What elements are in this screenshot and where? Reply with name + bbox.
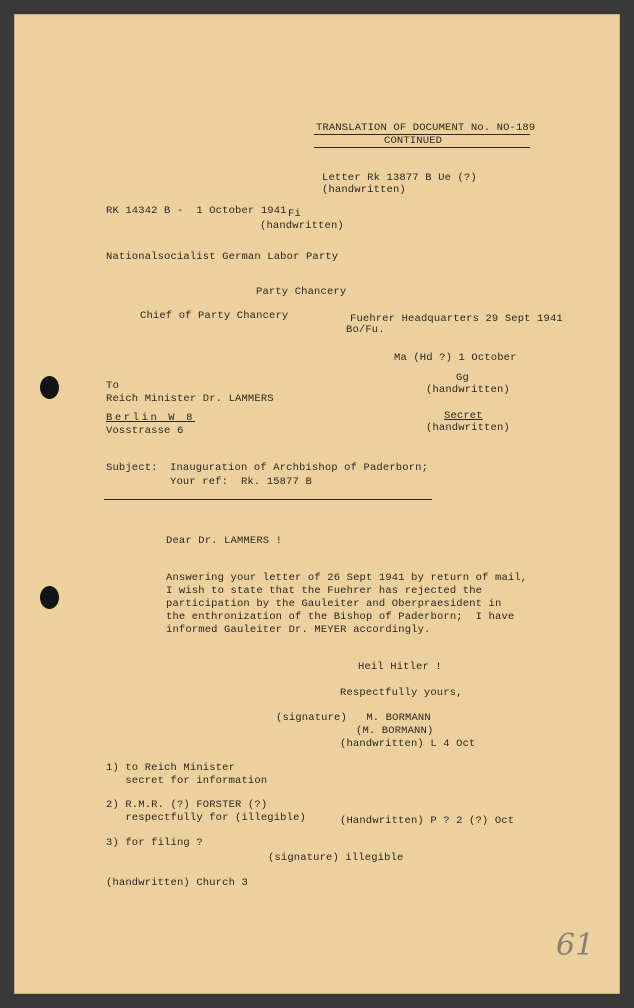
subject-line-2: Your ref: Rk. 15877 B — [170, 476, 312, 488]
salutation: Dear Dr. LAMMERS ! — [166, 535, 283, 547]
body-line: Answering your letter of 26 Sept 1941 by return of mail, — [166, 572, 528, 584]
note-3: 3) for filing ? — [106, 837, 203, 849]
footer-note: (handwritten) Church 3 — [106, 877, 248, 889]
gg-note: (handwritten) — [426, 384, 510, 396]
letter-ref: Letter Rk 13877 B Ue (?) — [322, 172, 477, 184]
punch-hole — [40, 376, 59, 399]
respectfully: Respectfully yours, — [340, 687, 463, 699]
to-label: To — [106, 380, 119, 392]
document-title: TRANSLATION OF DOCUMENT No. NO-189 — [316, 122, 536, 134]
note-2-handwritten: (Handwritten) P ? 2 (?) Oct — [340, 815, 515, 827]
addressee-name: Reich Minister Dr. LAMMERS — [106, 393, 274, 405]
note-2: 2) R.M.R. (?) FORSTER (?) — [106, 799, 268, 811]
hq-line: Fuehrer Headquarters 29 Sept 1941 — [350, 313, 563, 325]
document-page — [14, 14, 620, 994]
addressee-street: Vosstrasse 6 — [106, 425, 184, 437]
signature-typed: (M. BORMANN) — [356, 725, 434, 737]
rk-fi: Fi — [288, 208, 301, 220]
note-1-detail: secret for information — [106, 775, 268, 787]
subject-rule — [104, 499, 432, 500]
subject-label: Subject: — [106, 462, 158, 474]
note-2-detail: respectfully for (illegible) — [106, 812, 306, 824]
note-1: 1) to Reich Minister — [106, 762, 236, 774]
addressee-city: Berlin W 8 — [106, 412, 196, 424]
closing: Heil Hitler ! — [358, 661, 442, 673]
letter-ref-note: (handwritten) — [322, 184, 406, 196]
secret-mark: Secret — [444, 410, 483, 422]
body-line: the enthronization of the Bishop of Paderborn; I have — [166, 611, 515, 623]
hq-code: Bo/Fu. — [346, 324, 385, 336]
body-line: informed Gauleiter Dr. MEYER accordingly. — [166, 624, 431, 636]
party-name: Nationalsocialist German Labor Party — [106, 251, 339, 263]
continued-label: CONTINUED — [384, 135, 443, 147]
secret-note: (handwritten) — [426, 422, 510, 434]
punch-hole — [40, 586, 59, 609]
chief-label: Chief of Party Chancery — [140, 310, 289, 322]
signature-line: (signature) M. BORMANN — [276, 712, 431, 724]
signature-illegible: (signature) illegible — [268, 852, 404, 864]
rk-note: (handwritten) — [260, 220, 344, 232]
ma-line: Ma (Hd ?) 1 October — [394, 352, 517, 364]
body-line: I wish to state that the Fuehrer has rejected the — [166, 585, 483, 597]
body-line: participation by the Gauleiter and Oberpraesident in — [166, 598, 502, 610]
rk-line: RK 14342 B - 1 October 1941 — [106, 205, 287, 217]
signature-note: (handwritten) L 4 Oct — [340, 738, 476, 750]
folio-number: 61 — [556, 928, 595, 963]
gg-mark: Gg — [456, 372, 469, 384]
continued-rule — [314, 147, 530, 148]
chancery-label: Party Chancery — [256, 286, 347, 298]
subject-line-1: Inauguration of Archbishop of Paderborn; — [170, 462, 429, 474]
